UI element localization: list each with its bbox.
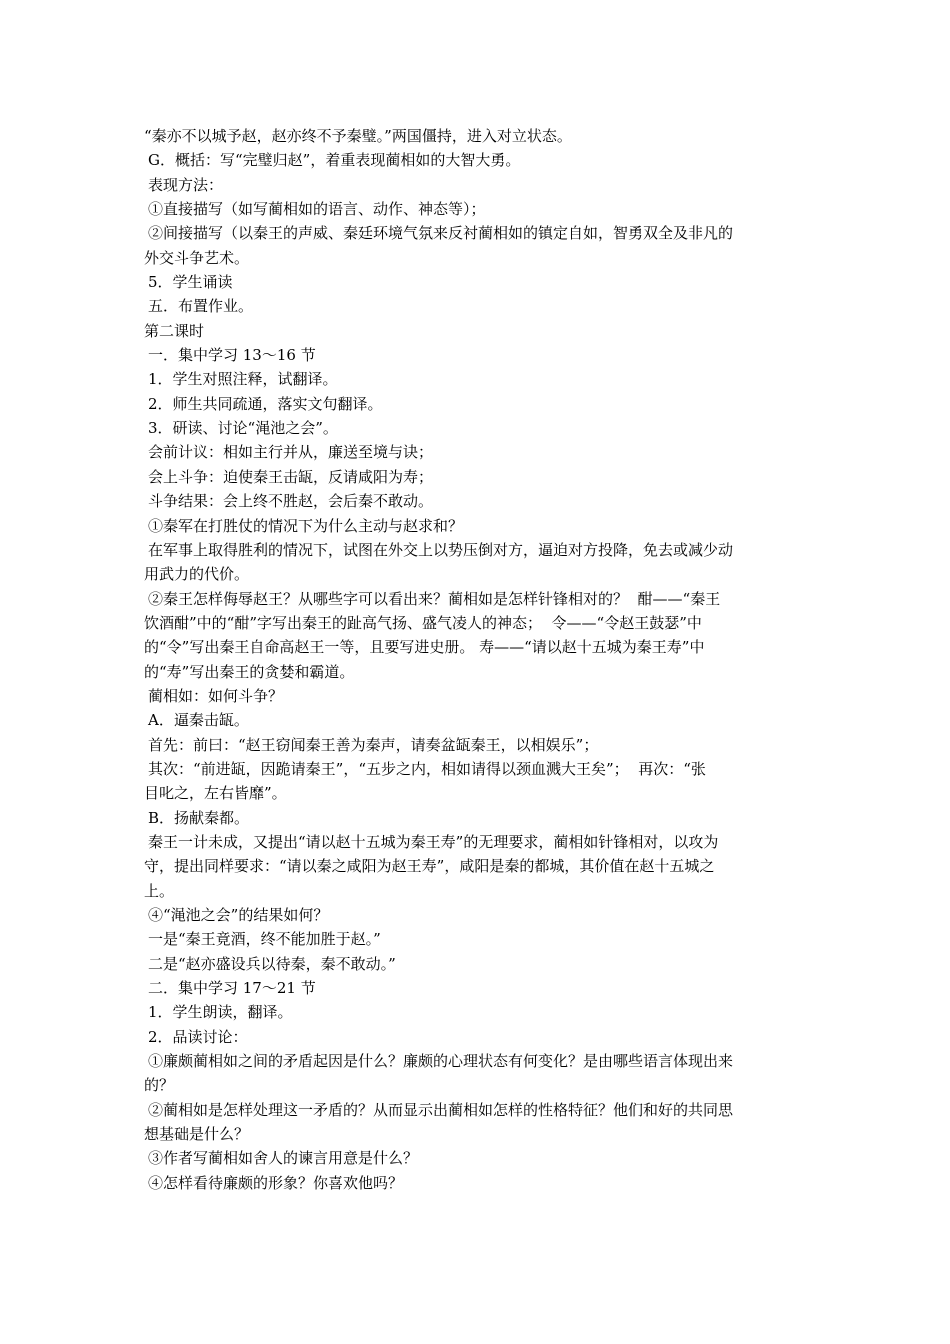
text-line: 会上斗争：迫使秦王击缻，反请咸阳为寿； xyxy=(148,467,434,486)
text-line: B．扬献秦都。 xyxy=(148,808,250,827)
text-line: ②秦王怎样侮辱赵王？从哪些字可以看出来？蔺相如是怎样针锋相对的？ 酣——“秦王 xyxy=(148,589,721,608)
text-line: 蔺相如：如何斗争？ xyxy=(148,686,284,705)
text-line: 守，提出同样要求：“请以秦之咸阳为赵王寿”，咸阳是秦的都城，其价值在赵十五城之 xyxy=(144,857,715,876)
text-line: 的“令”写出秦王自命高赵王一等，且要写进史册。 寿——“请以赵十五城为秦王寿”中 xyxy=(144,638,705,657)
text-line: 用武力的代价。 xyxy=(144,565,250,584)
document-page xyxy=(144,124,808,1195)
text-line: ①廉颇蔺相如之间的矛盾起因是什么？廉颇的心理状态有何变化？是由哪些语言体现出来 xyxy=(148,1052,734,1071)
text-line: ②蔺相如是怎样处理这一矛盾的？从而显示出蔺相如怎样的性格特征？他们和好的共同思 xyxy=(148,1100,734,1119)
text-line: 表现方法： xyxy=(148,175,224,194)
text-line: 二是“赵亦盛设兵以待秦，秦不敢动。” xyxy=(148,954,396,973)
text-line: 一．集中学习 13～16 节 xyxy=(148,346,316,365)
text-line: 2．师生共同疏通，落实文句翻译。 xyxy=(148,394,383,413)
text-line: ①秦军在打胜仗的情况下为什么主动与赵求和？ xyxy=(148,516,464,535)
text-line: 5．学生诵读 xyxy=(148,273,233,292)
text-line: ③作者写蔺相如舍人的谏言用意是什么？ xyxy=(148,1149,419,1168)
text-line: 饮酒酣”中的“酣”字写出秦王的趾高气扬、盛气凌人的神态； 令——“令赵王鼓瑟”中 xyxy=(144,613,702,632)
text-line: 3．研读、讨论“渑池之会”。 xyxy=(148,419,338,438)
text-line: 2．品读讨论： xyxy=(148,1027,248,1046)
text-line: 斗争结果：会上终不胜赵，会后秦不敢动。 xyxy=(148,492,434,511)
text-line: 目叱之，左右皆靡”。 xyxy=(144,784,287,803)
text-line: 会前计议：相如主行并从，廉送至境与诀； xyxy=(148,443,434,462)
text-line: 1．学生朗读，翻译。 xyxy=(148,1003,293,1022)
text-line: ②间接描写（以秦王的声威、秦廷环境气氛来反衬蔺相如的镇定自如，智勇双全及非凡的 xyxy=(148,224,734,243)
text-line: 的？ xyxy=(144,1076,175,1095)
text-line: 一是“秦王竟酒，终不能加胜于赵。” xyxy=(148,930,381,949)
text-line: 想基础是什么？ xyxy=(144,1125,250,1144)
text-line: 其次：“前进缻，因跪请秦王”，“五步之内，相如请得以颈血溅大王矣”； 再次：“张 xyxy=(148,759,706,778)
text-line: A．逼秦击缻。 xyxy=(148,711,249,730)
text-line: 的“寿”写出秦王的贪婪和霸道。 xyxy=(144,662,355,681)
text-line: 二．集中学习 17～21 节 xyxy=(148,979,316,998)
text-line: 首先：前曰：“赵王窃闻秦王善为秦声，请奏盆缻秦王，以相娱乐”； xyxy=(148,735,599,754)
text-line: ④怎样看待廉颇的形象？你喜欢他吗？ xyxy=(148,1173,404,1192)
text-line: 1．学生对照注释，试翻译。 xyxy=(148,370,338,389)
text-line: ④“渑池之会”的结果如何？ xyxy=(148,906,329,924)
text-line: ①直接描写（如写蔺相如的语言、动作、神态等）； xyxy=(148,200,486,219)
text-line: 上。 xyxy=(144,881,175,900)
text-line: 秦王一计未成，又提出“请以赵十五城为秦王寿”的无理要求，蔺相如针锋相对，以攻为 xyxy=(148,832,719,851)
text-line: 在军事上取得胜利的情况下，试图在外交上以势压倒对方，逼迫对方投降，免去或减少动 xyxy=(148,540,734,559)
text-line: 外交斗争艺术。 xyxy=(144,248,250,267)
text-line: “秦亦不以城予赵，赵亦终不予秦璧。”两国僵持，进入对立状态。 xyxy=(144,127,572,145)
text-line: G．概括：写“完璧归赵”，着重表现蔺相如的大智大勇。 xyxy=(148,151,521,170)
text-line: 五．布置作业。 xyxy=(148,297,254,316)
text-line: 第二课时 xyxy=(144,321,205,340)
